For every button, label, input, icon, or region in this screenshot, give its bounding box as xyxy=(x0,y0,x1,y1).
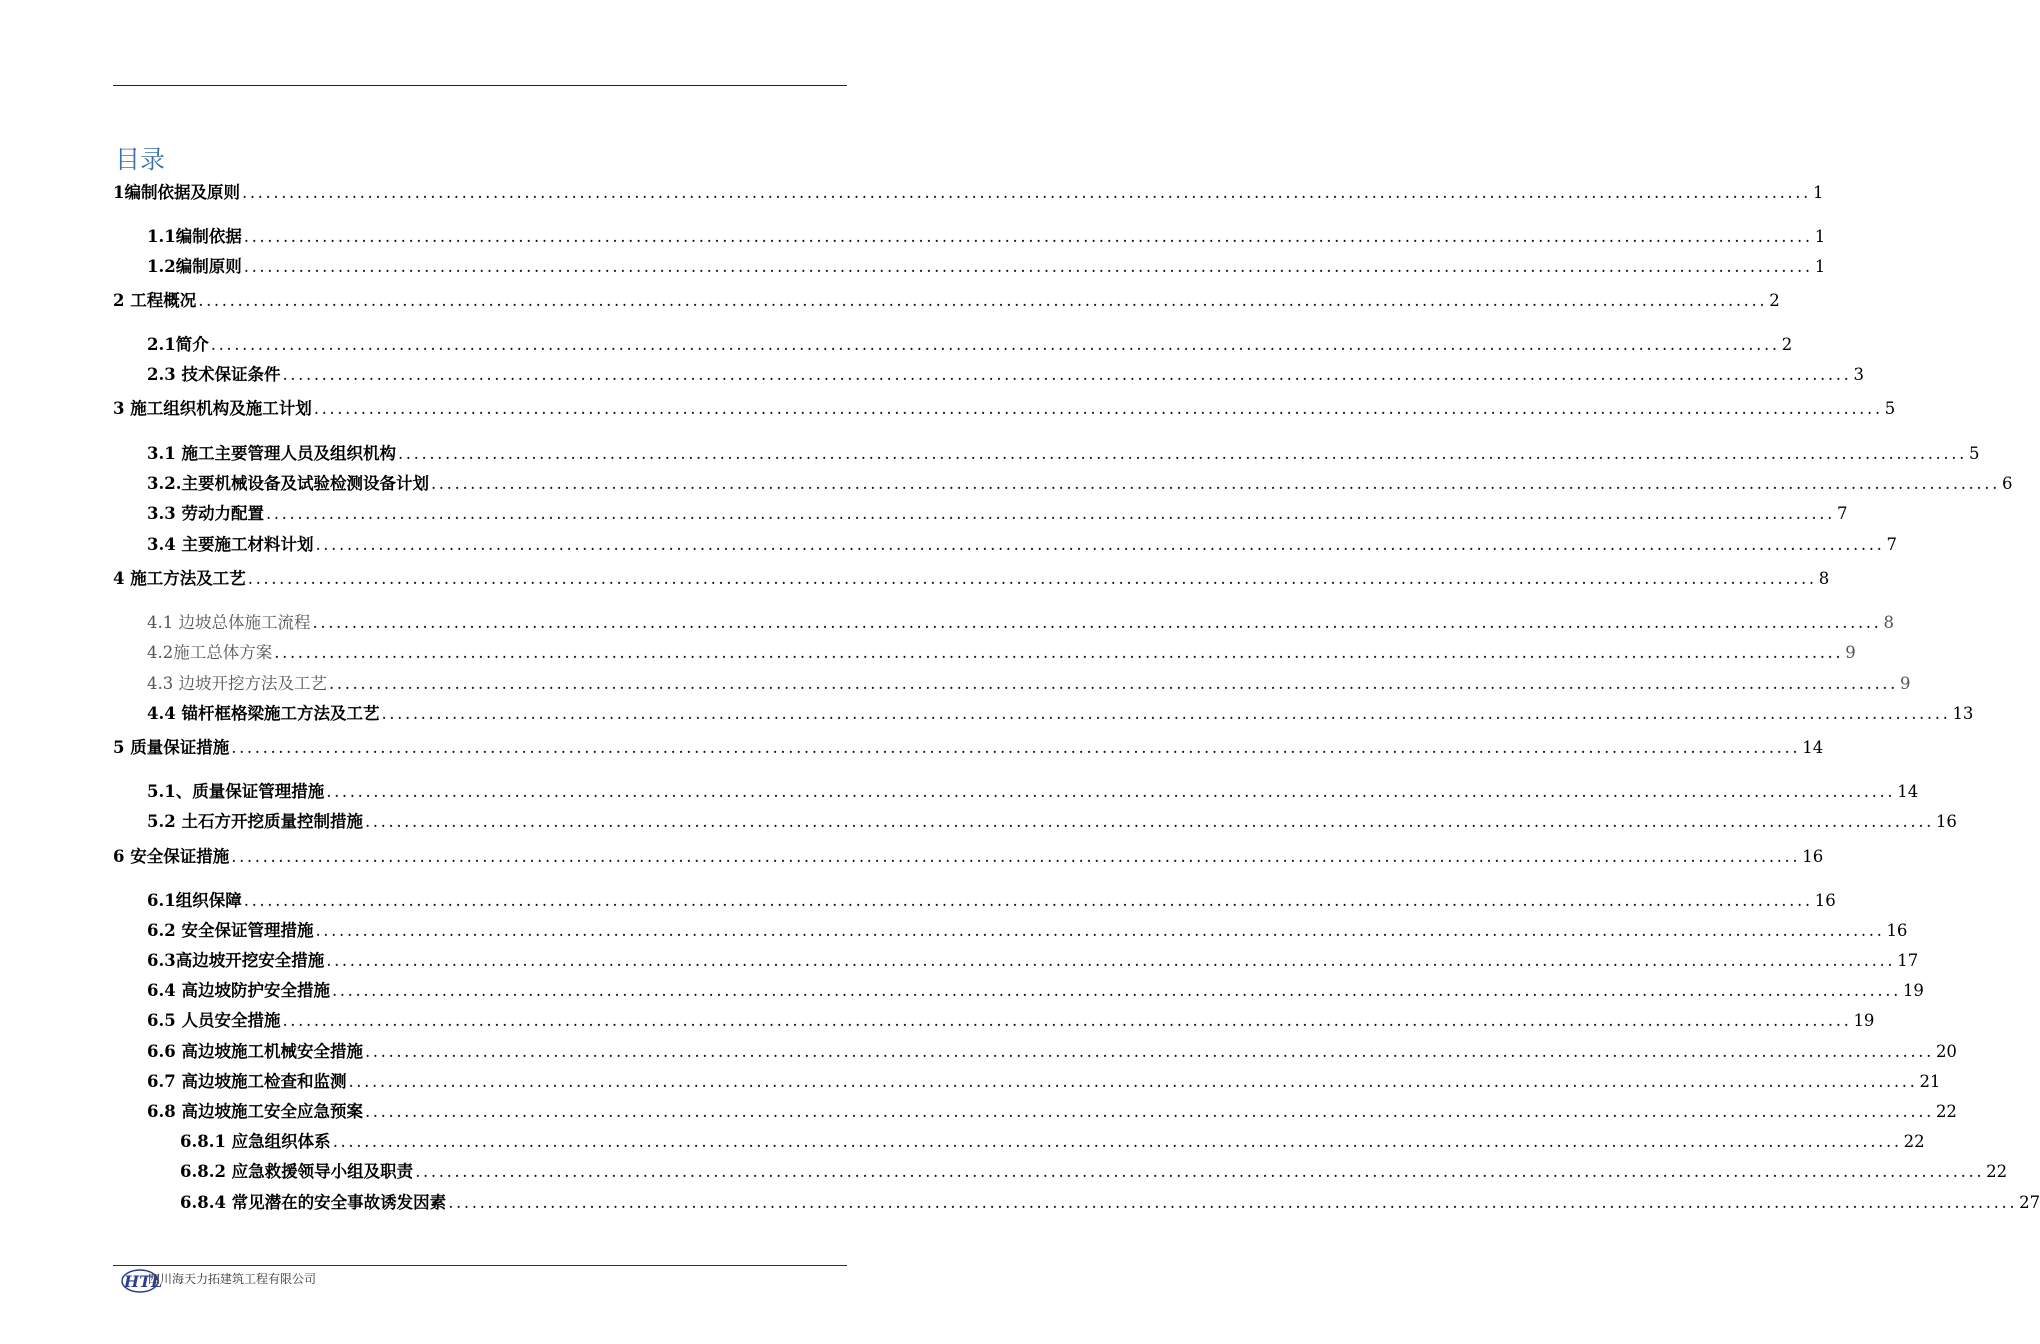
toc-entry[interactable] xyxy=(147,780,1919,804)
toc-entry[interactable] xyxy=(147,641,1856,665)
toc-entry[interactable] xyxy=(147,611,1894,635)
toc-entry-page: 16 xyxy=(1814,891,1836,910)
svg-text:HTL: HTL xyxy=(124,1272,163,1291)
toc-leader-dots: ........................................................................................................................................................................................................ xyxy=(282,1011,1852,1030)
toc-leader-dots: ........................................................................................................................................................................................................ xyxy=(430,474,2000,493)
toc-entry[interactable] xyxy=(147,889,1836,913)
toc-leader-dots: ........................................................................................................................................................................................................ xyxy=(243,257,1813,276)
toc-entry-page: 20 xyxy=(1935,1042,1957,1061)
toc-entry[interactable] xyxy=(147,702,1974,726)
footer-company-name: 四川海天力拓建筑工程有限公司 xyxy=(148,1272,317,1286)
toc-entry-label: 6.7 高边坡施工检查和监测 xyxy=(147,1072,347,1091)
toc-entry-label: 2 工程概况 xyxy=(113,291,197,310)
toc-title: 目录 xyxy=(115,145,166,174)
toc-entry-page: 8 xyxy=(1818,569,1830,588)
toc-entry[interactable] xyxy=(147,1070,1941,1094)
toc-entry[interactable] xyxy=(113,736,1824,760)
toc-leader-dots: ........................................................................................................................................................................................................ xyxy=(381,704,1951,723)
toc-entry-label: 6 安全保证措施 xyxy=(113,847,230,866)
toc-entry-label: 6.8.4 常见潜在的安全事故诱发因素 xyxy=(180,1193,447,1212)
toc-entry-label: 3 施工组织机构及施工计划 xyxy=(113,399,312,418)
toc-entry-page: 1 xyxy=(1814,227,1826,246)
toc-entry[interactable] xyxy=(147,919,1908,943)
toc-entry-label: 1编制依据及原则 xyxy=(113,183,240,202)
toc-entry[interactable] xyxy=(180,1191,2040,1215)
toc-entry[interactable] xyxy=(147,949,1919,973)
toc-entry-page: 22 xyxy=(1986,1162,2008,1181)
toc-entry-page: 16 xyxy=(1802,847,1824,866)
toc-leader-dots: ........................................................................................................................................................................................................ xyxy=(348,1072,1918,1091)
toc-entry[interactable] xyxy=(147,472,2013,496)
toc-leader-dots: ........................................................................................................................................................................................................ xyxy=(329,674,1898,693)
toc-entry-label: 3.2.主要机械设备及试验检测设备计划 xyxy=(147,474,429,493)
toc-entry-page: 17 xyxy=(1897,951,1919,970)
toc-entry-page: 14 xyxy=(1802,738,1824,757)
toc-entry[interactable] xyxy=(147,979,1924,1003)
toc-entry-page: 9 xyxy=(1845,643,1856,662)
toc-entry[interactable] xyxy=(147,255,1826,279)
toc-entry-page: 21 xyxy=(1919,1072,1941,1091)
toc-entry[interactable] xyxy=(147,333,1793,357)
toc-entry-label: 4 施工方法及工艺 xyxy=(113,569,246,588)
toc-entry[interactable] xyxy=(147,810,1957,834)
toc-leader-dots: ........................................................................................................................................................................................................ xyxy=(198,291,1768,310)
toc-entry-page: 22 xyxy=(1935,1102,1957,1121)
toc-entry[interactable] xyxy=(147,363,1864,387)
toc-leader-dots: ........................................................................................................................................................................................................ xyxy=(415,1162,1985,1181)
toc-entry-page: 1 xyxy=(1814,257,1826,276)
toc-entry[interactable] xyxy=(113,397,1896,421)
toc-leader-dots: ........................................................................................................................................................................................................ xyxy=(326,782,1896,801)
toc-entry-page: 6 xyxy=(2001,474,2013,493)
toc-entry[interactable] xyxy=(113,181,1824,205)
toc-entry-label: 1.1编制依据 xyxy=(147,227,242,246)
toc-leader-dots: ........................................................................................................................................................................................................ xyxy=(332,1132,1902,1151)
toc-entry-page: 7 xyxy=(1836,504,1848,523)
toc-entry[interactable] xyxy=(147,442,1980,466)
toc-entry-label: 6.4 高边坡防护安全措施 xyxy=(147,981,330,1000)
toc-entry-label: 1.2编制原则 xyxy=(147,257,242,276)
toc-leader-dots: ........................................................................................................................................................................................................ xyxy=(243,227,1813,246)
toc-entry-page: 2 xyxy=(1769,291,1780,310)
toc-entry[interactable] xyxy=(147,533,1897,557)
toc-entry-label: 6.8.2 应急救援领导小组及职责 xyxy=(180,1162,414,1181)
toc-entry-page: 16 xyxy=(1935,812,1957,831)
toc-entry-page: 3 xyxy=(1853,365,1864,384)
toc-leader-dots: ........................................................................................................................................................................................................ xyxy=(243,891,1813,910)
toc-leader-dots: ........................................................................................................................................................................................................ xyxy=(247,569,1817,588)
toc-entry-page: 16 xyxy=(1886,921,1908,940)
toc-leader-dots: ........................................................................................................................................................................................................ xyxy=(331,981,1901,1000)
toc-entry-label: 3.1 施工主要管理人员及组织机构 xyxy=(147,444,396,463)
toc-leader-dots: ........................................................................................................................................................................................................ xyxy=(397,444,1967,463)
toc-entry-label: 2.1简介 xyxy=(147,335,209,354)
toc-entry-label: 5.2 土石方开挖质量控制措施 xyxy=(147,812,363,831)
toc-entry-label: 6.2 安全保证管理措施 xyxy=(147,921,314,940)
toc-entry-label: 5 质量保证措施 xyxy=(113,738,230,757)
toc-leader-dots: ........................................................................................................................................................................................................ xyxy=(282,365,1852,384)
toc-leader-dots: ........................................................................................................................................................................................................ xyxy=(448,1193,2018,1212)
toc-leader-dots: ........................................................................................................................................................................................................ xyxy=(326,951,1896,970)
toc-entry-page: 8 xyxy=(1883,613,1894,632)
toc-entry[interactable] xyxy=(147,1100,1957,1124)
toc-leader-dots: ........................................................................................................................................................................................................ xyxy=(231,738,1801,757)
toc-entry[interactable] xyxy=(113,567,1830,591)
toc-entry-page: 14 xyxy=(1897,782,1919,801)
toc-entry[interactable] xyxy=(147,1009,1875,1033)
toc-leader-dots: ........................................................................................................................................................................................................ xyxy=(265,504,1835,523)
toc-entry-label: 6.8.1 应急组织体系 xyxy=(180,1132,331,1151)
toc-entry-label: 4.4 锚杆框格梁施工方法及工艺 xyxy=(147,704,380,723)
toc-entry-page: 19 xyxy=(1853,1011,1875,1030)
toc-entry-label: 3.3 劳动力配置 xyxy=(147,504,264,523)
toc-entry[interactable] xyxy=(147,1040,1957,1064)
toc-leader-dots: ........................................................................................................................................................................................................ xyxy=(315,535,1885,554)
toc-leader-dots: ........................................................................................................................................................................................................ xyxy=(231,847,1801,866)
toc-entry-page: 1 xyxy=(1812,183,1824,202)
toc-entry-label: 6.1组织保障 xyxy=(147,891,242,910)
toc-entry-page: 22 xyxy=(1903,1132,1925,1151)
toc-entry[interactable] xyxy=(147,672,1911,696)
toc-leader-dots: ........................................................................................................................................................................................................ xyxy=(210,335,1780,354)
toc-entry[interactable] xyxy=(147,502,1848,526)
toc-entry[interactable] xyxy=(180,1160,2008,1184)
toc-entry[interactable] xyxy=(113,289,1780,313)
toc-entry-label: 6.3高边坡开挖安全措施 xyxy=(147,951,325,970)
toc-entry-page: 5 xyxy=(1968,444,1980,463)
toc-entry-page: 2 xyxy=(1781,335,1793,354)
toc-entry-label: 6.6 高边坡施工机械安全措施 xyxy=(147,1042,363,1061)
footer-rule xyxy=(113,1265,847,1266)
toc-entry-label: 6.5 人员安全措施 xyxy=(147,1011,281,1030)
toc-entry-page: 5 xyxy=(1884,399,1896,418)
toc-entry[interactable] xyxy=(180,1130,1925,1154)
toc-entry-label: 4.3 边坡开挖方法及工艺 xyxy=(147,674,327,693)
toc-entry-page: 7 xyxy=(1886,535,1897,554)
toc-entry[interactable] xyxy=(147,225,1826,249)
toc-entry-label: 4.1 边坡总体施工流程 xyxy=(147,613,311,632)
toc-entry-label: 4.2施工总体方案 xyxy=(147,643,273,662)
toc-entry-page: 27 xyxy=(2019,1193,2040,1212)
toc-entry-page: 13 xyxy=(1952,704,1974,723)
toc-entry[interactable] xyxy=(113,845,1824,869)
toc-entry-label: 6.8 高边坡施工安全应急预案 xyxy=(147,1102,363,1121)
toc-entry-label: 3.4 主要施工材料计划 xyxy=(147,535,314,554)
toc-leader-dots: ........................................................................................................................................................................................................ xyxy=(364,1102,1934,1121)
toc-leader-dots: ........................................................................................................................................................................................................ xyxy=(364,812,1934,831)
toc-leader-dots: ........................................................................................................................................................................................................ xyxy=(364,1042,1934,1061)
toc-leader-dots: ........................................................................................................................................................................................................ xyxy=(274,643,1844,662)
toc-leader-dots: ........................................................................................................................................................................................................ xyxy=(312,613,1882,632)
toc-leader-dots: ........................................................................................................................................................................................................ xyxy=(241,183,1811,202)
toc-entry-label: 5.1、质量保证管理措施 xyxy=(147,782,325,801)
toc-leader-dots: ........................................................................................................................................................................................................ xyxy=(313,399,1883,418)
toc-entry-page: 19 xyxy=(1902,981,1924,1000)
toc-entry-page: 9 xyxy=(1899,674,1911,693)
toc-entry-label: 2.3 技术保证条件 xyxy=(147,365,281,384)
toc-leader-dots: ........................................................................................................................................................................................................ xyxy=(315,921,1885,940)
